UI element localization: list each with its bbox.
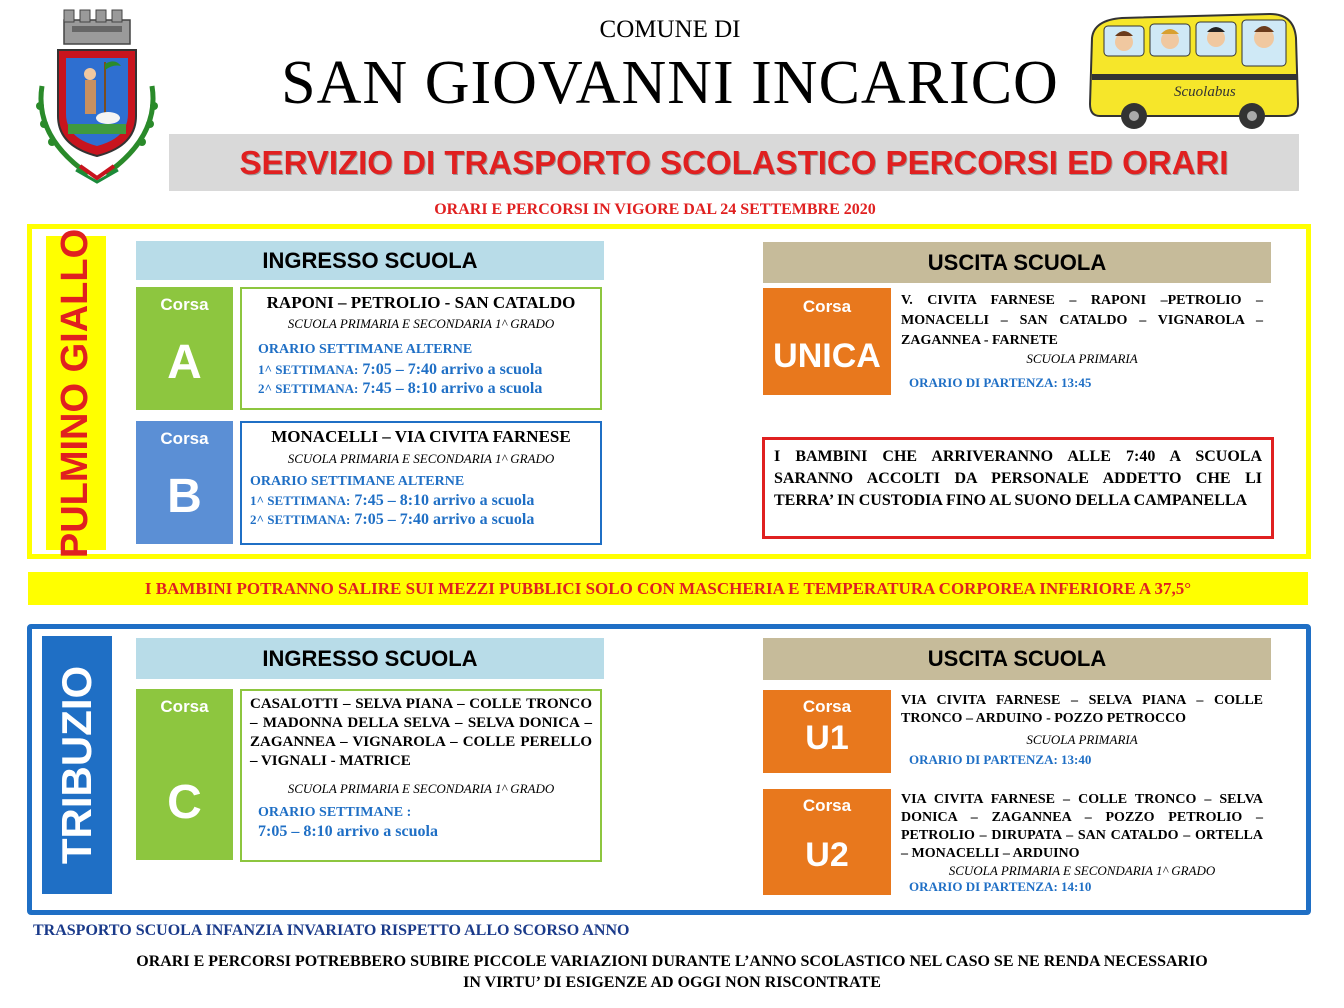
corsa-label: Corsa: [802, 297, 852, 316]
departure-time: ORARIO DI PARTENZA: 14:10: [909, 879, 1092, 894]
week1-prefix: 1^ SETTIMANA:: [258, 362, 359, 377]
corsa-label: Corsa: [160, 697, 209, 716]
tribuzio-label-wrap: [42, 636, 112, 894]
infanzia-notice: TRASPORTO SCUOLA INFANZIA INVARIATO RISPETTO ALLO SCORSO ANNO: [33, 922, 630, 939]
corsa-label: Corsa: [160, 429, 209, 448]
corsa-unica-route: [893, 289, 1271, 397]
corsa-id: C: [167, 776, 202, 829]
week2-prefix: 2^ SETTIMANA:: [250, 512, 351, 527]
mask-temperature-notice: I BAMBINI POTRANNO SALIRE SUI MEZZI PUBBLICI SOLO CON MASCHERIA E TEMPERATURA CORPOREA INFERIORE A 37,5°: [28, 572, 1308, 605]
corsa-b-badge: [136, 421, 233, 544]
week2-time: 7:05 – 7:40 arrivo a scuola: [354, 511, 535, 528]
ingresso-header-giallo: INGRESSO SCUOLA: [136, 241, 604, 280]
corsa-id: U2: [805, 836, 849, 874]
town-name: SAN GIOVANNI INCARICO: [281, 49, 1059, 117]
week1-time: 7:05 – 7:40 arrivo a scuola: [362, 361, 543, 378]
corsa-u2-route: [893, 791, 1271, 897]
departure-time: ORARIO DI PARTENZA: 13:40: [909, 752, 1092, 767]
variation-disclaimer: [30, 951, 1314, 993]
comune-di-label: COMUNE DI: [599, 16, 741, 43]
route-stops: V. CIVITA FARNESE – RAPONI –PETROLIO – MONACELLI – SAN CATALDO – VIGNAROLA – ZAGANNEA - FARNETE: [901, 293, 1263, 348]
uscita-header-giallo: USCITA SCUOLA: [763, 242, 1271, 283]
route-school: SCUOLA PRIMARIA: [1026, 351, 1138, 366]
corsa-label: Corsa: [802, 697, 852, 716]
pulmino-giallo-label-wrap: [46, 228, 106, 558]
corsa-label: Corsa: [160, 295, 209, 314]
corsa-b-route: [240, 421, 602, 545]
route-school: SCUOLA PRIMARIA E SECONDARIA 1^ GRADO: [948, 863, 1216, 878]
corsa-u1-route: [893, 692, 1271, 778]
corsa-label: Corsa: [802, 796, 852, 815]
corsa-a-route: [240, 287, 602, 410]
corsa-unica-badge: [763, 288, 891, 395]
departure-time: ORARIO DI PARTENZA: 13:45: [909, 375, 1092, 390]
uscita-header-tribuzio: USCITA SCUOLA: [763, 638, 1271, 680]
corsa-u1-badge: [763, 690, 891, 773]
school-bus-illustration: [1082, 8, 1304, 130]
page-title: SERVIZIO DI TRASPORTO SCOLASTICO PERCORSI ED ORARI: [239, 144, 1229, 181]
tribuzio-label: TRIBUZIO: [53, 665, 100, 865]
week2-time: 7:45 – 8:10 arrivo a scuola: [362, 380, 543, 397]
orario-heading: ORARIO SETTIMANE :: [258, 805, 412, 820]
corsa-c-route: [240, 689, 602, 862]
route-stops: RAPONI – PETROLIO - SAN CATALDO: [266, 293, 576, 312]
bus-caption: Scuolabus: [1174, 84, 1236, 100]
route-school: SCUOLA PRIMARIA: [1026, 732, 1138, 747]
week2-prefix: 2^ SETTIMANA:: [258, 381, 359, 396]
route-stops: CASALOTTI – SELVA PIANA – COLLE TRONCO – MADONNA DELLA SELVA – SELVA DONICA – ZAGANNEA – VIGNAROLA – COLLE PERELLO – VIGNALI - MATRICE: [250, 696, 592, 769]
week1-prefix: 1^ SETTIMANA:: [250, 493, 351, 508]
route-school: SCUOLA PRIMARIA E SECONDARIA 1^ GRADO: [287, 781, 555, 796]
disclaimer-line-1: ORARI E PERCORSI POTREBBERO SUBIRE PICCOLE VARIAZIONI DURANTE L’ANNO SCOLASTICO NEL CASO SE NE RENDA NECESSARIO: [136, 953, 1208, 970]
schedule-time: 7:05 – 8:10 arrivo a scuola: [258, 823, 438, 840]
ingresso-header-tribuzio: INGRESSO SCUOLA: [136, 638, 604, 679]
corsa-id: A: [167, 336, 202, 389]
pulmino-giallo-label: PULMINO GIALLO: [54, 228, 97, 558]
route-stops: MONACELLI – VIA CIVITA FARNESE: [271, 427, 571, 446]
arrival-custody-notice: I BAMBINI CHE ARRIVERANNO ALLE 7:40 A SCUOLA SARANNO ACCOLTI DA PERSONALE ADDETTO CHE LI TERRA’ IN CUSTODIA FINO AL SUONO DELLA CAMPANELLA: [762, 437, 1274, 539]
week1-time: 7:45 – 8:10 arrivo a scuola: [354, 492, 535, 509]
corsa-id: B: [167, 470, 202, 523]
route-school: SCUOLA PRIMARIA E SECONDARIA 1^ GRADO: [287, 451, 555, 466]
route-stops: VIA CIVITA FARNESE – COLLE TRONCO – SELVA DONICA – ZAGANNEA – POZZO PETROLIO – PETROLIO – DIRUPATA – SAN CATALDO – ORTELLA – MONACELLI – ARDUINO: [901, 792, 1263, 861]
corsa-a-badge: [136, 287, 233, 410]
orario-heading: ORARIO SETTIMANE ALTERNE: [250, 474, 465, 489]
corsa-u2-badge: [763, 789, 891, 895]
corsa-c-badge: [136, 689, 233, 860]
corsa-id: U1: [805, 719, 849, 757]
disclaimer-line-2: IN VIRTU’ DI ESIGENZE AD OGGI NON RISCONTRATE: [463, 974, 881, 991]
route-school: SCUOLA PRIMARIA E SECONDARIA 1^ GRADO: [287, 316, 555, 331]
municipal-coat-of-arms: [28, 6, 166, 184]
route-stops: VIA CIVITA FARNESE – SELVA PIANA – COLLE TRONCO – ARDUINO - POZZO PETROCCO: [901, 693, 1263, 726]
validity-date: ORARI E PERCORSI IN VIGORE DAL 24 SETTEMBRE 2020: [434, 201, 876, 218]
orario-heading: ORARIO SETTIMANE ALTERNE: [258, 342, 473, 357]
corsa-id: UNICA: [773, 337, 881, 375]
